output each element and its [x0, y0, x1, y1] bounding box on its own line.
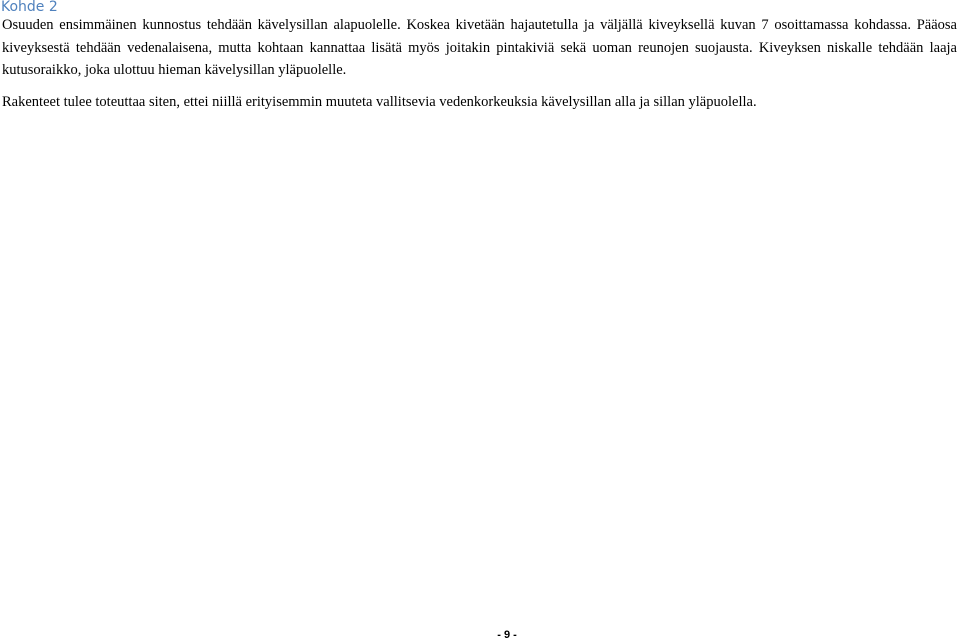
- section-heading: Kohde 2: [1, 0, 58, 15]
- page-number: - 9 -: [497, 629, 517, 641]
- paragraph-kunnostus: Osuuden ensimmäinen kunnostus tehdään kävelysillan alapuolelle. Koskea kivetään hajautetulla ja väljällä kiveyksellä kuvan 7 osoittamassa kohdassa. Pääosa kiveyksestä tehdään vedenalaisena, mutta kohtaan kannattaa lisätä myös joitakin pintakiviä sekä uoman reunojen suojausta. Kiveyksen niskalle tehdään laaja kutusoraikko, joka ulottuu hieman kävelysillan yläpuolelle.: [2, 17, 957, 79]
- paragraph-rakenteet: Rakenteet tulee toteuttaa siten, ettei niillä erityisemmin muuteta vallitsevia vedenkorkeuksia kävelysillan alla ja sillan yläpuolella.: [2, 94, 757, 110]
